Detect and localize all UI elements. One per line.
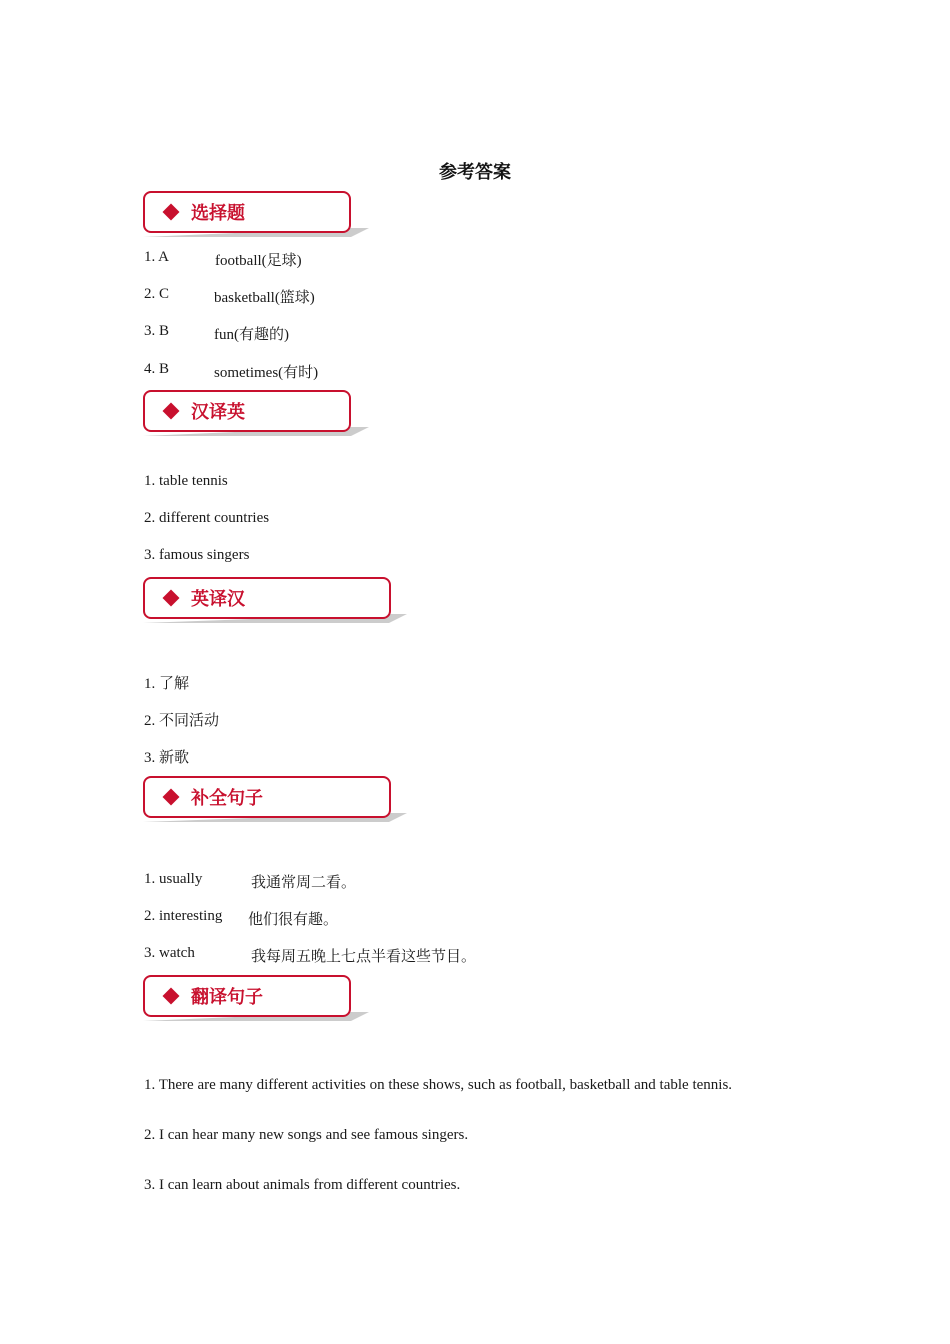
- list-item: [144, 361, 169, 378]
- section-title: 英译汉: [191, 589, 245, 610]
- sentence-text: 我每周五晚上七点半看这些节目。: [251, 949, 477, 965]
- list-item: 1. usually: [144, 871, 203, 887]
- diamond-icon: [163, 590, 180, 607]
- section-title: 翻译句子: [191, 987, 263, 1008]
- answer-number: 2. C: [144, 286, 170, 302]
- section-header-en-cn: [143, 577, 407, 623]
- answer-text: fun(有趣的): [214, 327, 289, 343]
- section-header-complete: [143, 776, 407, 822]
- section-title: 补全句子: [191, 788, 263, 809]
- list-item: 1. table tennis: [144, 473, 228, 489]
- answer-number: 4. B: [144, 361, 170, 377]
- answer-text: sometimes(有时): [214, 365, 319, 381]
- section-header-translate: [143, 975, 369, 1021]
- list-item: [144, 286, 169, 303]
- list-item: 2. 不同活动: [144, 713, 220, 729]
- sentence-text: 我通常周二看。: [251, 875, 357, 891]
- list-item: 3. famous singers: [144, 547, 250, 563]
- diamond-icon: [163, 789, 180, 806]
- list-item: 2. I can hear many new songs and see famous singers.: [144, 1127, 469, 1143]
- section-header-cn-en: [143, 390, 369, 436]
- answer-text: football(足球): [215, 253, 302, 269]
- list-item: 3. watch: [144, 945, 195, 961]
- list-item: 2. different countries: [144, 510, 270, 526]
- sentence-text: 他们很有趣。: [248, 912, 339, 928]
- section-title: 选择题: [191, 203, 245, 224]
- list-item: 1. 了解: [144, 676, 190, 692]
- answer-number: 3. B: [144, 323, 170, 339]
- list-item: 2. interesting: [144, 908, 223, 924]
- list-item: [144, 323, 169, 340]
- diamond-icon: [163, 403, 180, 420]
- list-item: [144, 249, 169, 266]
- list-item: 3. I can learn about animals from different countries.: [144, 1177, 461, 1193]
- section-header-choice: [143, 191, 369, 237]
- answer-text: basketball(篮球): [214, 290, 315, 306]
- diamond-icon: [163, 988, 180, 1005]
- answer-number: 1. A: [144, 249, 170, 265]
- diamond-icon: [163, 204, 180, 221]
- section-title: 汉译英: [191, 402, 245, 423]
- list-item: 3. 新歌: [144, 750, 190, 766]
- page-title: 参考答案: [439, 162, 511, 183]
- list-item: 1. There are many different activities on these shows, such as football, basketball and table tennis.: [144, 1077, 733, 1093]
